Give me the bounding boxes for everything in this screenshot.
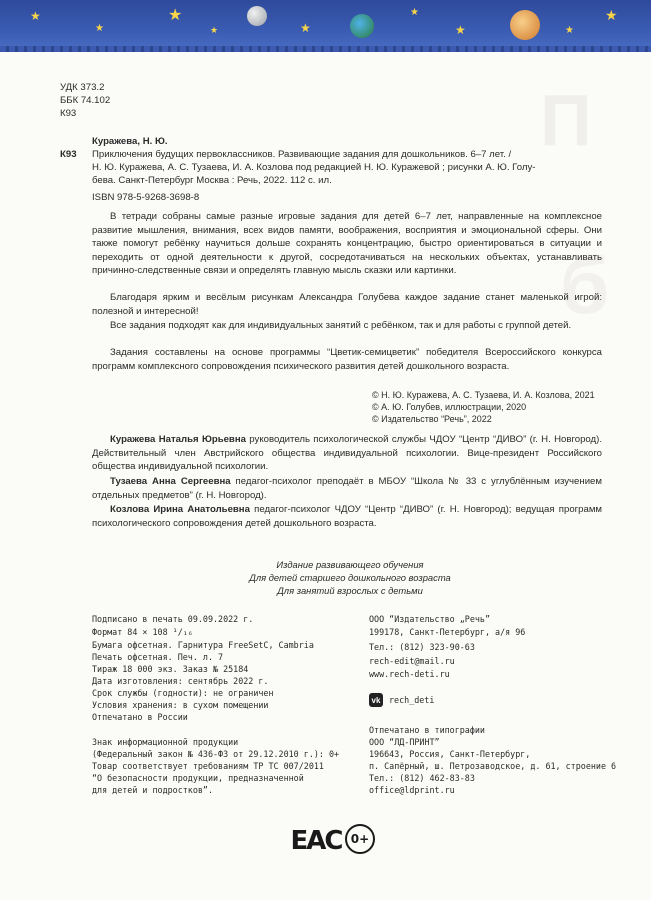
star-icon: ★ <box>210 25 219 35</box>
author-bio <box>92 503 602 530</box>
product-info-line: для детей и подростков”. <box>92 785 214 795</box>
copyright-line: © А. Ю. Голубев, иллюстрации, 2020 <box>372 402 527 412</box>
udk-code: УДК 373.2 <box>60 82 105 93</box>
author-name: Тузаева Анна Сергеевна <box>110 476 231 487</box>
author-name: Куражева Наталья Юрьевна <box>110 434 246 445</box>
annotation-paragraph: Задания составлены на основе программы “Цветик-семицветик” победителя Всероссийского конкурса программ комплексного сопровождения психического развития детей дошкольного возраста. <box>92 347 602 372</box>
printer-line: Отпечатано в типографии <box>369 725 485 735</box>
author-name: Козлова Ирина Анатольевна <box>110 504 250 515</box>
edition-note: Издание развивающего обучения <box>276 559 424 570</box>
imprint-line: Отпечатано в России <box>92 712 188 722</box>
eac-mark: EAC <box>290 826 342 856</box>
printer-line: п. Сапёрный, ш. Петрозаводское, д. 61, строение 6 <box>369 761 617 771</box>
show-through-decoration: П <box>540 81 592 161</box>
bibliographic-line: Приключения будущих первоклассников. Развивающие задания для дошкольников. 6–7 лет. / <box>92 149 512 160</box>
edition-note: Для детей старшего дошкольного возраста <box>249 572 451 583</box>
shooting-star-icon: ★ <box>168 7 183 24</box>
bibliographic-mark: К93 <box>60 149 77 160</box>
annotation-paragraph: Все задания подходят как для индивидуальных занятий с ребёнком, так и для работы с группой детей. <box>110 320 572 331</box>
star-icon: ★ <box>565 25 574 36</box>
annotation-paragraph: В тетради собраны самые разные игровые задания для детей 6–7 лет, направленные на комплексное развитие мышления, внимания, всех видов памяти, воображения, восприятия и эмоциональной сферы. Они также помогут ребёнку научиться дольше сохранять концентрацию, быстро ориентироваться в ситуации и переходить от одной деятельности к другой, сосредотачиваться на нескольких объектах, устанавливать причинно-следственные связи и определять главную мысль сказки или картинки. <box>92 211 602 277</box>
imprint-line: Печать офсетная. Печ. л. 7 <box>92 652 224 662</box>
bbk-code: ББК 74.102 <box>60 95 111 106</box>
imprint-line: Срок службы (годности): не ограничен <box>92 688 274 698</box>
isbn: ISBN 978-5-9268-3698-8 <box>92 192 200 203</box>
social-handle: rech_deti <box>389 695 435 705</box>
imprint-line: Бумага офсетная. Гарнитура FreeSetC, Cambria <box>92 640 314 650</box>
printer-line: Тел.: (812) 462-83-83 <box>369 773 475 783</box>
annotation-paragraph: Благодаря ярким и весёлым рисункам Александра Голубева каждое задание станет маленькой игрой: полезной и интересной! <box>92 292 602 317</box>
star-icon: ★ <box>300 21 311 35</box>
author-description: руководитель психологической службы ЧДОУ “Центр “ДИВО” (г. Н. Новгород). Действительный член Австрийского общества индивидуальной психологии. Вице-президент Российского общества индивидуальной психологии. <box>92 434 602 473</box>
bibliographic-author: Куражева, Н. Ю. <box>92 136 168 147</box>
author-description: педагог-психолог преподаёт в МБОУ “Школа № 33 с углублённым изучением отдельных предметов” (г. Н. Новгород). <box>92 476 602 501</box>
publisher-line: 199178, Санкт-Петербург, а/я 96 <box>369 627 526 637</box>
printer-line: 196643, Россия, Санкт-Петербург, <box>369 749 531 759</box>
bibliographic-line: бева. Санкт-Петербург Москва : Речь, 2022. 112 с. ил. <box>92 175 332 186</box>
publisher-phone: Тел.: (812) 323-90-63 <box>369 642 475 652</box>
star-icon: ★ <box>95 23 104 34</box>
author-bio <box>92 475 602 502</box>
imprint-line: Формат 84 × 108 ¹/₁₆ <box>92 627 193 637</box>
publisher-line: ООО “Издательство „Речь” <box>369 614 491 624</box>
star-icon: ★ <box>455 23 466 37</box>
product-info-line: “О безопасности продукции, предназначенной <box>92 773 304 783</box>
imprint-line: Подписано в печать 09.09.2022 г. <box>92 614 254 624</box>
product-info-line: (Федеральный закон № 436-ФЗ от 29.12.2010 г.): 0+ <box>92 749 340 759</box>
publisher-website: www.rech-deti.ru <box>369 669 450 679</box>
show-through-decoration: б <box>560 241 610 330</box>
printer-line: ООО “ЛД-ПРИНТ” <box>369 737 440 747</box>
age-rating-badge: 0+ <box>345 824 375 854</box>
copyright-line: © Н. Ю. Куражева, А. С. Тузаева, И. А. Козлова, 2021 <box>372 390 595 400</box>
product-info-line: Товар соответствует требованиям ТР ТС 007/2011 <box>92 761 324 771</box>
star-icon: ★ <box>605 7 618 23</box>
author-description: педагог-психолог ЧДОУ “Центр “ДИВО” (г. Н. Новгород); ведущая программ психологического сопровождения детей дошкольного возраста. <box>92 504 603 529</box>
author-bio <box>92 433 602 474</box>
imprint-line: Условия хранения: в сухом помещении <box>92 700 269 710</box>
publisher-email: rech-edit@mail.ru <box>369 656 455 666</box>
imprint-line: Дата изготовления: сентябрь 2022 г. <box>92 676 269 686</box>
imprint-line: Тираж 18 000 экз. Заказ № 25184 <box>92 664 249 674</box>
copyright-line: © Издательство “Речь”, 2022 <box>372 414 492 424</box>
printer-line: office@ldprint.ru <box>369 785 455 795</box>
bibliographic-line: Н. Ю. Куражева, А. С. Тузаева, И. А. Козлова под редакцией Н. Ю. Куражевой ; рисунки А. Ю. Голу- <box>92 162 536 173</box>
vk-icon: vk <box>369 693 383 707</box>
product-info-line: Знак информационной продукции <box>92 737 239 747</box>
author-mark: К93 <box>60 108 77 119</box>
edition-note: Для занятий взрослых с детьми <box>277 585 423 596</box>
star-icon: ★ <box>30 9 41 23</box>
star-icon: ★ <box>410 7 419 18</box>
